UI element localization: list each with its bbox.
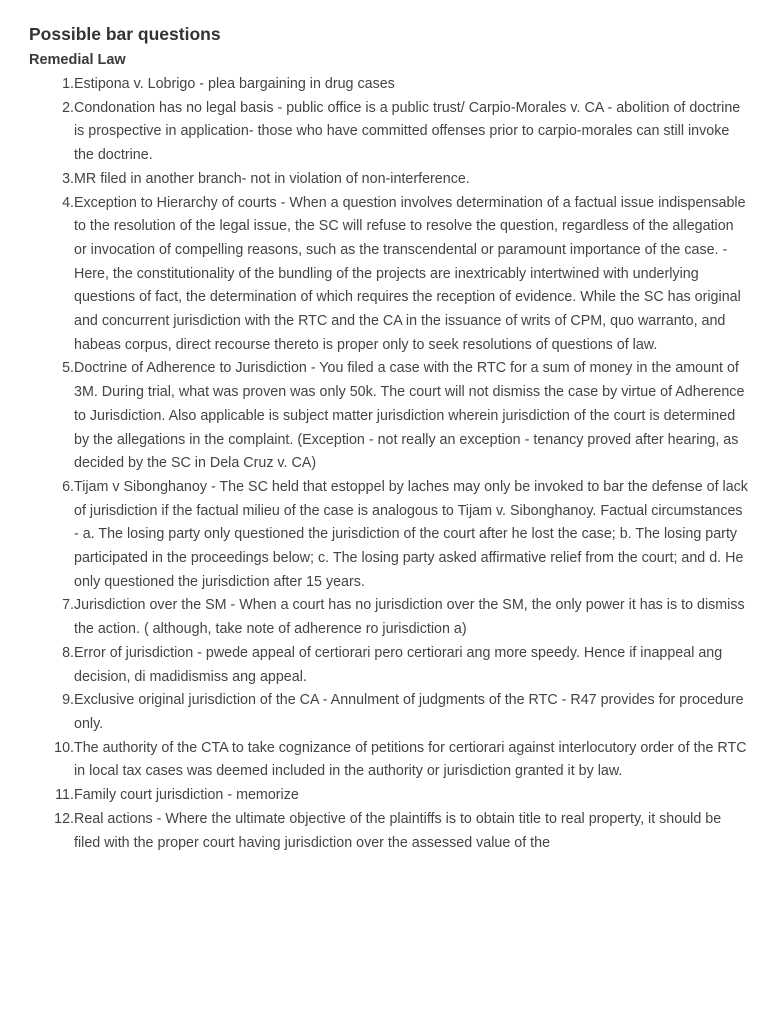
list-item-text: Doctrine of Adherence to Jurisdiction - You filed a case with the RTC for a sum of money in the amount of 3M. During trial, what was proven was only 50k. The court will not dismiss the case by virtue of Adherence to Jurisdiction. Also applicable is subject matter jurisdiction wherein jurisdiction of the court is determined by the allegations in the complaint. (Exception - not really an exception - tenancy proved after hearing, as decided by the SC in Dela Cruz v. CA) xyxy=(74,360,745,472)
list-item-text: Estipona v. Lobrigo - plea bargaining in drug cases xyxy=(74,76,395,92)
list-item xyxy=(29,97,748,168)
list-item-text: Jurisdiction over the SM - When a court has no jurisdiction over the SM, the only power it has is to dismiss the action. ( although, take note of adherence ro jurisdiction a) xyxy=(74,597,745,638)
list-item xyxy=(29,808,748,855)
list-item xyxy=(29,737,748,784)
list-item-number: 1. xyxy=(62,76,74,92)
section-heading: Remedial Law xyxy=(29,52,126,68)
list-item-number: 5. xyxy=(62,360,74,377)
list-item-text: MR filed in another branch- not in violation of non-interference. xyxy=(74,170,470,187)
numbered-list xyxy=(29,73,748,855)
list-item-number: 4. xyxy=(62,194,74,211)
list-item-number: 11. xyxy=(55,787,74,804)
list-item-number: 6. xyxy=(62,478,74,495)
list-item xyxy=(29,192,748,358)
list-item xyxy=(29,784,748,808)
list-item-text: Exclusive original jurisdiction of the CA - Annulment of judgments of the RTC - R47 provides for procedure only. xyxy=(74,692,744,732)
list-item-number: 2. xyxy=(62,99,74,116)
list-item xyxy=(29,168,748,192)
list-item xyxy=(29,476,748,595)
list-item xyxy=(29,73,748,97)
list-item xyxy=(29,594,748,641)
list-item-text: Exception to Hierarchy of courts - When a question involves determination of a factual issue indispensable to the resolution of the legal issue, the SC will refuse to resolve the question, regardless of the allegation or invocation of compelling reasons, such as the transcendental or paramount importance of the case. - Here, the constitutionality of the bundling of the projects are inextricably intertwined with underlying questions of fact, the determination of which requires the reception of evidence. While the SC has original and concurrent jurisdiction with the RTC and the CA in the issuance of writs of CPM, quo warranto, and habeas corpus, direct recourse thereto is proper only to seek resolutions of questions of law. xyxy=(74,194,746,353)
list-item-text: Family court jurisdiction - memorize xyxy=(74,787,299,804)
list-item-number: 8. xyxy=(62,644,74,661)
list-item-number: 7. xyxy=(62,597,74,614)
list-item-text: Error of jurisdiction - pwede appeal of certiorari pero certiorari ang more speedy. Hence if inappeal ang decision, di madidismiss ang appeal. xyxy=(74,644,723,685)
list-item xyxy=(29,642,748,689)
list-item-text: Tijam v Sibonghanoy - The SC held that estoppel by laches may only be invoked to bar the defense of lack of jurisdiction if the factual milieu of the case is analogous to Tijam v. Sibonghanoy. Factual circumstances - a. The losing party only questioned the jurisdiction of the court after he lost the case; b. The losing party participated in the proceedings below; c. The losing party asked affirmative relief from the court; and d. He only questioned the jurisdiction after 15 years. xyxy=(74,478,748,590)
list-item xyxy=(29,689,748,736)
list-item-text: Real actions - Where the ultimate objective of the plaintiffs is to obtain title to real property, it should be filed with the proper court having jurisdiction over the assessed value of the xyxy=(74,810,722,851)
page-title: Possible bar questions xyxy=(29,24,221,44)
list-item-number: 9. xyxy=(62,692,74,709)
list-item-number: 3. xyxy=(62,170,74,187)
list-item-text: Condonation has no legal basis - public office is a public trust/ Carpio-Morales v. CA - abolition of doctrine is prospective in application- those who have committed offenses prior to carpio-morales can still invoke the doctrine. xyxy=(74,99,741,164)
list-item-number: 10. xyxy=(54,739,74,756)
list-item-text: The authority of the CTA to take cognizance of petitions for certiorari against interlocutory order of the RTC in local tax cases was deemed included in the authority or jurisdiction granted it by law. xyxy=(74,739,747,780)
list-item-number: 12. xyxy=(54,810,74,827)
list-item xyxy=(29,357,748,476)
